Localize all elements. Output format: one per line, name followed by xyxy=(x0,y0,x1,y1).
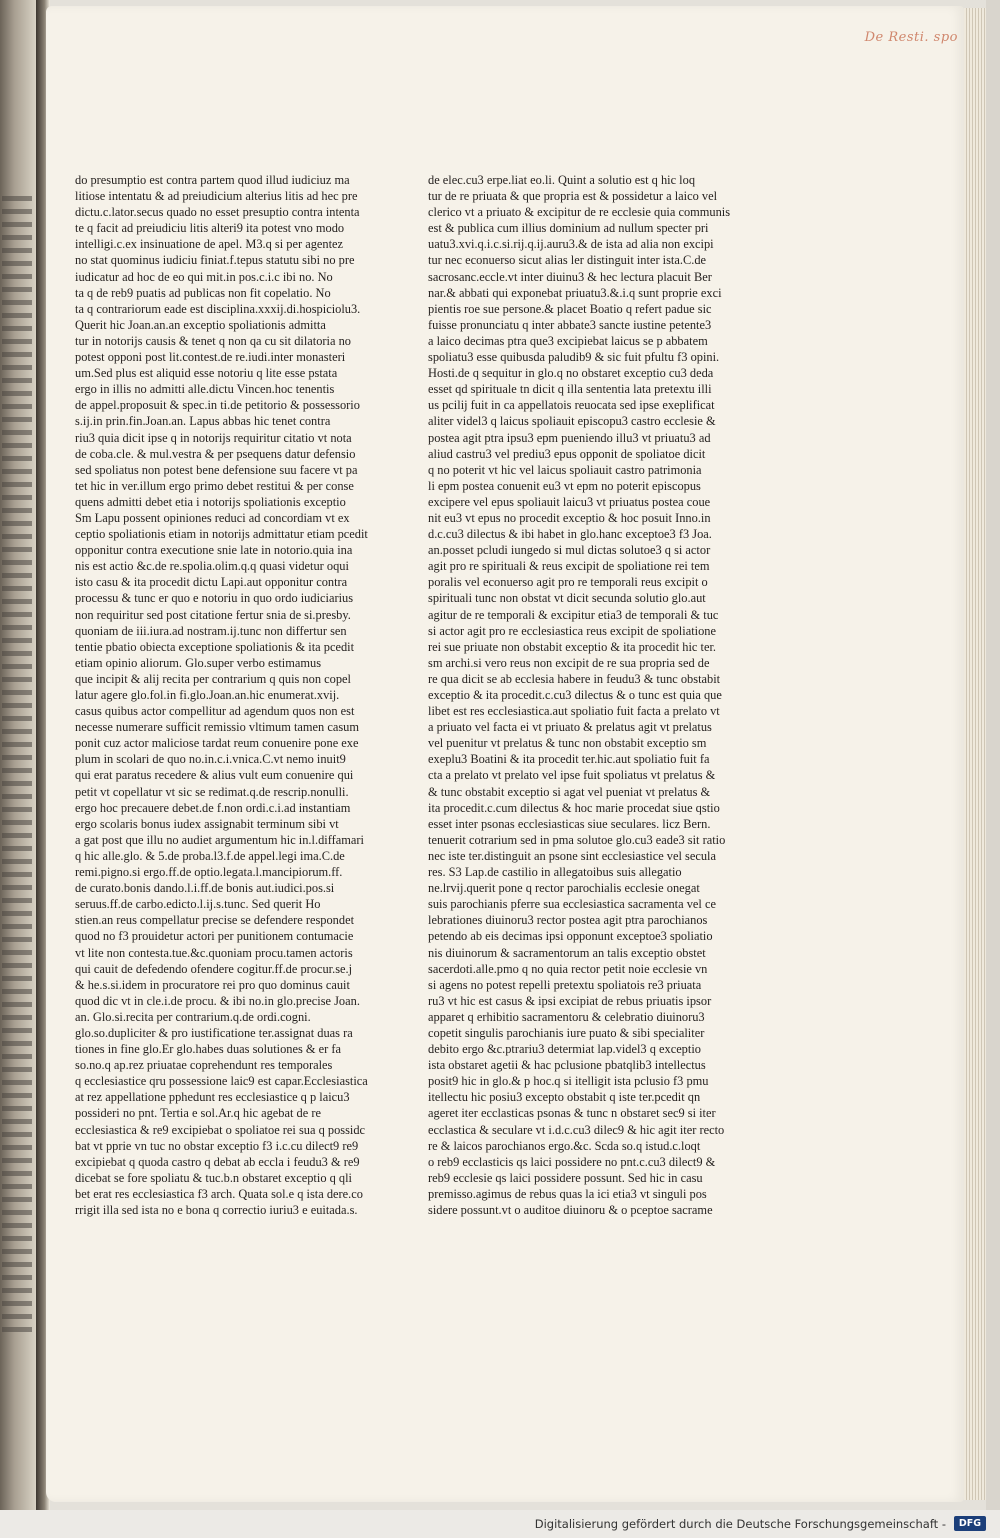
text-line: lebrationes diuinoru3 rector postea agit ptra parochianos xyxy=(428,913,708,928)
text-line: de elec.cu3 erpe.liat eo.li. Quint a solutio est q hic loq xyxy=(428,173,696,187)
text-line: d.c.cu3 dilectus & ibi habet in glo.hanc exceptoe3 f3 Joa. xyxy=(428,527,712,542)
handwritten-shelf-mark: De Resti. spo xyxy=(864,30,958,45)
text-line: Querit hic Joan.an.an exceptio spoliationis admitta xyxy=(75,317,326,332)
text-line: cta a prelato vt prelato vel ipse fuit spoliatus vt prelatus & xyxy=(428,768,716,783)
text-line: postea agit ptra ipsu3 epm pueniendo illu3 vt priuatu3 ad xyxy=(428,430,711,445)
text-line: ecclastica & seculare vt i.d.c.cu3 dilec9 & hic agit iter recto xyxy=(428,1122,725,1137)
text-line: ta q de reb9 puatis ad publicas non fit copelatio. No xyxy=(75,285,331,300)
text-line: li epm postea conuenit eu3 vt epm no poterit episcopus xyxy=(428,478,701,493)
text-line: est & publica cum illius dominium ad nullum specter pri xyxy=(428,221,709,236)
text-line: sacerdoti.alle.pmo q no quia rector petit noie ecclesie vn xyxy=(428,961,708,976)
text-line: ergo scolaris bonus iudex assignabit terminum sibi vt xyxy=(75,816,339,831)
text-line: copetit singulis parochianis iure puato & sibi specialiter xyxy=(428,1025,705,1040)
text-line: dictu.c.lator.secus quado no esset presuptio contra intenta xyxy=(75,205,360,220)
text-line: necesse numerare sufficit remissio vltimum tamen casum xyxy=(75,720,359,735)
text-line: a laico decimas ptra que3 excipiebat laicus se p abbatem xyxy=(428,333,708,348)
text-line: res. S3 Lap.de castilio in allegatoibus suis allegatio xyxy=(428,865,682,880)
text-line: quod dic vt in cle.i.de procu. & ibi no.in glo.precise Joan. xyxy=(75,993,360,1008)
text-line: so.no.q ap.rez priuatae coprehendunt res temporales xyxy=(75,1058,333,1073)
text-line: ceptio spoliationis etiam in notorijs admittatur etiam pcedit xyxy=(75,527,368,542)
text-line: uatu3.xvi.q.i.c.si.rij.q.ij.auru3.& de ista ad alia non excipi xyxy=(428,237,714,252)
text-line: plum in scolari de quo no.in.c.i.vnica.C.vt nemo inuit9 xyxy=(75,752,346,767)
text-line: nec iste ter.distinguit an psone sint ecclesiastice vel secula xyxy=(428,848,716,863)
text-line: ponit cuz actor maliciose tardat reum conuenire pone exe xyxy=(75,736,359,751)
text-line: posit9 hic in glo.& p hoc.q si itelligit ista pclusio f3 pmu xyxy=(428,1074,709,1089)
facing-page-fragment xyxy=(0,0,36,1510)
text-line: reb9 ecclesie qs laici possidere possunt. Sed hic in casu xyxy=(428,1170,703,1185)
text-line: rrigit illa sed ista no e bona q correctio iuriu3 e euitada.s. xyxy=(75,1203,358,1217)
text-line: ne.lrvij.querit pone q rector parochialis ecclesie onegat xyxy=(428,881,700,896)
text-line: ecclesiastica & re9 excipiebat o spoliatoe rei sua q possidc xyxy=(75,1122,366,1137)
facing-page-text xyxy=(2,196,32,1336)
text-line: & tunc obstabit exceptio si agat vel pueniat vt prelatus & xyxy=(428,784,711,799)
text-line: ergo hoc precauere debet.de f.non ordi.c.i.ad instantiam xyxy=(75,800,351,815)
text-line: qui cauit de defedendo ofendere cogitur.ff.de procur.se.j xyxy=(75,961,353,976)
text-line: re qua dicit se ab ecclesia habere in feudu3 & tunc obstabit xyxy=(428,671,721,686)
text-line: riu3 quia dicit ipse q in notorijs requiritur citatio vt nota xyxy=(75,430,352,445)
text-line: excipere vel epus spoliauit laicu3 vt priuatus postea coue xyxy=(428,494,711,509)
text-line: q hic alle.glo. & 5.de proba.l3.f.de appel.legi ima.C.de xyxy=(75,848,345,863)
text-line: latur agere glo.fol.in fi.glo.Joan.an.hic enumerat.xvij. xyxy=(75,688,340,702)
text-line: tentie pbatio obiecta exceptione spoliationis & ita pcedit xyxy=(75,639,355,654)
text-line: nit eu3 vt epus no procedit exceptio & hoc posuit Inno.in xyxy=(428,510,711,525)
text-line: exceptio & ita procedit.c.cu3 dilectus & o tunc est quia que xyxy=(428,688,722,702)
text-line: bet erat res ecclesiastica f3 arch. Quata sol.e q ista dere.co xyxy=(75,1186,363,1201)
text-line: glo.so.dupliciter & pro iustificatione ter.assignat duas ra xyxy=(75,1025,353,1040)
text-line: Hosti.de q sequitur in glo.q no obstaret exceptio cu3 deda xyxy=(428,366,714,381)
text-line: a priuato vel facta ei vt priuato & prelatus agit vt prelatus xyxy=(428,720,712,735)
text-line: ergo in illis no admitti alle.dictu Vincen.hoc tenentis xyxy=(75,382,335,397)
text-line: rei sue priuate non obstabit exceptio & ita procedit hic ter. xyxy=(428,639,716,654)
text-line: remi.pigno.si ergo.ff.de optio.legata.l.mancipiorum.ff. xyxy=(75,865,343,880)
text-line: tenuerit cotrarium sed in pma solutoe glo.cu3 eade3 sit ratio xyxy=(428,832,726,847)
text-line: q ecclesiastice qru possessione laic9 est capar.Ecclesiastica xyxy=(75,1074,368,1089)
text-line: opponitur contra executione snie late in notorio.quia ina xyxy=(75,543,353,558)
text-line: aliter videl3 q laicus spoliauit episcopu3 castro ecclesie & xyxy=(428,414,716,429)
text-line: suis parochianis pferre sua ecclesiastica sacramenta vel ce xyxy=(428,897,716,912)
text-line: si actor agit pro re ecclesiastica reus excipit de spoliatione xyxy=(428,623,716,638)
text-column-left xyxy=(75,172,382,1222)
text-line: clerico vt a priuato & excipitur de re ecclesie quia communis xyxy=(428,205,731,220)
text-line: potest opponi post lit.contest.de re.iudi.inter monasteri xyxy=(75,350,346,365)
text-column-right xyxy=(428,172,744,1222)
text-line: ista obstaret agetii & hac pclusione pbatqlib3 intellectus xyxy=(428,1058,706,1073)
text-line: tet hic in ver.illum ergo primo debet restitui & per conse xyxy=(75,478,354,493)
text-line: quod no f3 prouidetur actori per punitionem contumacie xyxy=(75,929,354,944)
text-line: casus quibus actor compellitur ad agendum quos non est xyxy=(75,704,355,719)
text-line: petendo ab eis decimas ipsi opponunt exceptoe3 spoliatio xyxy=(428,929,713,944)
text-line: de curato.bonis dando.l.i.ff.de bonis aut.iudici.pos.si xyxy=(75,881,335,896)
right-background xyxy=(986,0,1000,1510)
text-line: do presumptio est contra partem quod illud iudiciuz ma xyxy=(75,173,350,187)
footer-credit: Digitalisierung gefördert durch die Deutsche Forschungsgemeinschaft - xyxy=(534,1517,946,1531)
text-line: agit pro re spirituali & reus excipit de spoliatione rei tem xyxy=(428,559,710,574)
text-line: vt lite non contesta.tue.&c.quoniam procu.tamen actoris xyxy=(75,945,353,960)
text-line: no stat quominus iudiciu finiat.f.tepus statutu sibi no pre xyxy=(75,253,355,268)
text-line: bat vt pprie vn tuc no obstar exceptio f3 i.c.cu dilect9 re9 xyxy=(75,1138,359,1153)
text-line: ta q contrariorum eade est disciplina.xxxij.di.hospiciolu3. xyxy=(75,301,361,316)
page-edges xyxy=(964,8,986,1500)
text-line: que incipit & alij recita per contrarium q quis non copel xyxy=(75,671,351,686)
digitization-footer xyxy=(0,1510,1000,1538)
text-line: de coba.cle. & mul.vestra & per psequens datur defensio xyxy=(75,446,356,461)
text-line: sed spoliatus non potest bene defensione suu facere vt pa xyxy=(75,462,358,477)
text-line: at rez appellatione pphedunt res ecclesiastice q p laicu3 xyxy=(75,1090,350,1105)
text-line: poralis vel econuerso agit pro re temporali reus excipit o xyxy=(428,575,708,590)
text-line: re & laicos parochianos ergo.&c. Scda so.q istud.c.loqt xyxy=(428,1138,701,1153)
text-line: a gat post que illu no audiet argumentum hic in.l.diffamari xyxy=(75,832,364,847)
text-line: de appel.proposuit & spec.in ti.de petitorio & possessorio xyxy=(75,398,360,413)
text-line: tur nec econuerso sicut alias ler distinguit inter ista.C.de xyxy=(428,253,707,268)
text-line: non requiritur sed post citatione fertur snia de si.presby. xyxy=(75,607,351,622)
text-line: petit vt copellatur vt sic se redimat.q.de rescrip.nonulli. xyxy=(75,784,349,799)
text-line: te q facit ad preiudiciu litis alteri9 ita potest vno modo xyxy=(75,221,345,236)
text-line: fuisse pronunciatu q inter abbate3 sancte iustine petente3 xyxy=(428,317,712,332)
dfg-logo[interactable]: DFG xyxy=(954,1516,986,1531)
text-line: ita procedit.c.cum dilectus & hoc marie procedat siue qstio xyxy=(428,800,720,815)
text-line: ru3 vt hic est casus & ipsi excipiat de rebus priuatis ipsor xyxy=(428,993,712,1008)
text-line: exeplu3 Boatini & ita procedit ter.hic.aut spoliatio fuit fa xyxy=(428,752,710,767)
text-line: tur in notorijs causis & tenet q non qa cu sit dilatoria no xyxy=(75,333,351,348)
text-line: o reb9 ecclasticis qs laici possidere no pnt.c.cu3 dilect9 & xyxy=(428,1154,716,1169)
text-line: sm archi.si vero reus non excipit de re sua propria sed de xyxy=(428,655,710,670)
text-line: aliud castru3 vel prediu3 epus opponit de spoliatoe dicit xyxy=(428,446,706,461)
text-line: spirituali tunc non obstat vt dicit secunda solutio glo.aut xyxy=(428,591,706,606)
text-line: itellectu hic posiu3 excepto obstabit q iste ter.pcedit qn xyxy=(428,1090,701,1105)
text-line: nis diuinorum & sacramentorum an talis exceptio obstet xyxy=(428,945,706,960)
text-line: esset inter psonas ecclesiasticas siue seculares. licz Bern. xyxy=(428,816,711,831)
text-line: seruus.ff.de carbo.edicto.l.ij.s.tunc. Sed querit Ho xyxy=(75,897,321,912)
text-line: apparet q erhibitio sacramentoru & celebratio diuinoru3 xyxy=(428,1009,705,1024)
text-line: ageret iter ecclasticas psonas & tunc n obstaret sec9 si iter xyxy=(428,1106,716,1121)
text-line: us pcilij fuit in ca appellatois reuocata sed ipse exeplificat xyxy=(428,398,715,413)
text-line: an. Glo.si.recita per contrarium.q.de ordi.cogni. xyxy=(75,1009,311,1024)
text-line: debito ergo &c.ptrariu3 determiat lap.videl3 q exceptio xyxy=(428,1042,701,1057)
text-line: Sm Lapu possent opiniones reduci ad concordiam vt ex xyxy=(75,510,350,525)
text-line: vel puenitur vt prelatus & tunc non obstabit exceptio sm xyxy=(428,736,707,751)
text-line: pientis roe sue persone.& placet Boatio q refert padue sic xyxy=(428,301,712,316)
text-line: quens admitti debet etia i notorijs spoliationis exceptio xyxy=(75,494,346,509)
text-line: s.ij.in prin.fin.Joan.an. Lapus abbas hic tenet contra xyxy=(75,414,331,429)
text-line: processu & tunc er quo e notoriu in quo ordo iudiciarius xyxy=(75,591,354,606)
text-line: & he.s.si.idem in procuratore rei pro quo dominus cauit xyxy=(75,977,350,992)
text-line: premisso.agimus de rebus quas la ici etia3 vt singuli pos xyxy=(428,1186,707,1201)
text-line: possideri no pnt. Tertia e sol.Ar.q hic agebat de re xyxy=(75,1106,321,1121)
text-line: tur de re priuata & que propria est & possidetur a laico vel xyxy=(428,189,718,204)
text-line: iudicatur ad hoc de eo qui mit.in pos.c.i.c ibi no. No xyxy=(75,269,333,284)
text-line: dicebat se fore spoliatu & tuc.b.n obstaret exceptio q qli xyxy=(75,1170,352,1185)
text-line: etiam opinio aliorum. Glo.super verbo estimamus xyxy=(75,655,322,670)
text-line: qui erat paratus recedere & alius vult eum conuenire qui xyxy=(75,768,354,783)
text-line: litiose intentatu & ad preiudicium alterius litis ad hec pre xyxy=(75,189,358,204)
text-line: excipiebat q quoda castro q debat ab eccla i feudu3 & re9 xyxy=(75,1154,360,1169)
text-line: an.posset pcludi iungedo si mul dictas solutoe3 q si actor xyxy=(428,543,711,558)
text-line: intelligi.c.ex insinuatione de apel. M3.q si per agentez xyxy=(75,237,344,252)
text-line: esset qd spirituale tn dicit q illa sententia lata pretextu illi xyxy=(428,382,712,397)
text-line: quoniam de iii.iura.ad nostram.ij.tunc non differtur sen xyxy=(75,623,347,638)
text-line: q no poterit vt hic vel laicus spoliauit castro patrimonia xyxy=(428,462,702,477)
text-line: si agens no potest repelli pretextu spoliatois re3 priuata xyxy=(428,977,702,992)
text-line: sidere possunt.vt o auditoe diuinoru & o pceptoe sacrame xyxy=(428,1203,713,1217)
text-line: sacrosanc.eccle.vt inter diuinu3 & hec lectura placuit Ber xyxy=(428,269,712,284)
text-line: stien.an reus compellatur precise se defendere respondet xyxy=(75,913,355,928)
text-line: libet est res ecclesiastica.aut spoliatio fuit facta a prelato vt xyxy=(428,704,720,719)
text-line: um.Sed plus est aliquid esse notoriu q lite esse pstata xyxy=(75,366,338,381)
text-line: nar.& abbati qui exponebat priuatu3.&.i.q sunt proprie exci xyxy=(428,285,722,300)
text-line: tiones in fine glo.Er glo.habes duas solutiones & er fa xyxy=(75,1042,341,1057)
text-line: nis est actio &c.de re.spolia.olim.q.q quasi videtur oqui xyxy=(75,559,349,574)
text-line: agitur de re temporali & excipitur etia3 de temporali & tuc xyxy=(428,607,719,622)
text-line: isto casu & ita procedit dictu Lapi.aut opponitur contra xyxy=(75,575,348,590)
text-line: spoliatu3 esse quibusda paludib9 & sic fuit pfultu f3 opini. xyxy=(428,350,720,365)
